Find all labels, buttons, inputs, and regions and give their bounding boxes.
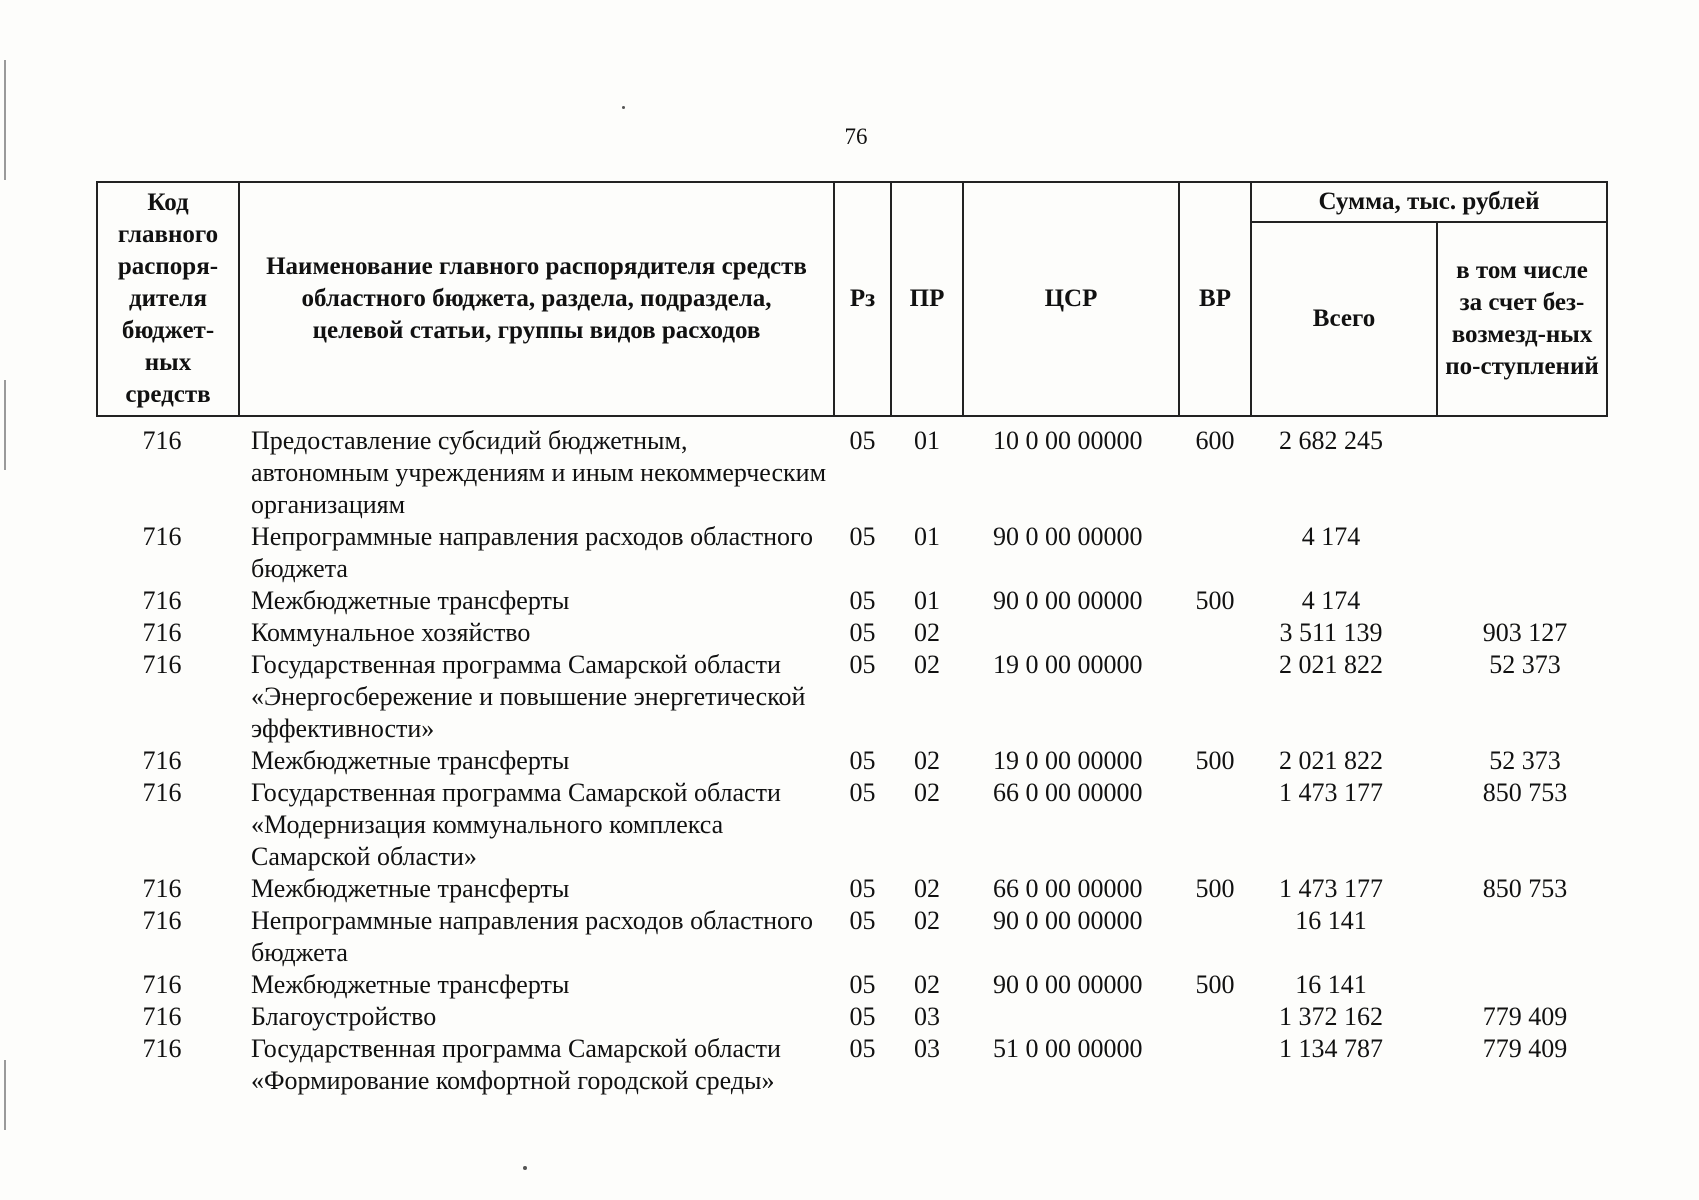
cell-free: 850 753: [1482, 874, 1568, 903]
cell-csr: 66 0 00 00000: [993, 874, 1143, 903]
cell-name: Непрограммные направления расходов областного бюджета: [251, 906, 813, 967]
cell-total: 1 372 162: [1279, 1002, 1383, 1031]
cell-pr: 01: [914, 522, 940, 551]
header-code: Код главного распоря-дителя бюджет-ных средств: [97, 182, 239, 416]
table-row: [97, 649, 1607, 745]
scan-edge-mark: [4, 380, 6, 470]
cell-pr: 02: [914, 970, 940, 999]
cell-pr: 03: [914, 1034, 940, 1063]
cell-pr: 02: [914, 746, 940, 775]
header-sum-group: Сумма, тыс. рублей: [1251, 182, 1607, 222]
cell-total: 4 174: [1301, 586, 1361, 615]
cell-name: Благоустройство: [251, 1002, 437, 1031]
cell-total: 1 473 177: [1279, 778, 1383, 807]
table-row: [97, 585, 1607, 617]
header-name: Наименование главного распорядителя средств областного бюджета, раздела, подраздела, целевой статьи, группы видов расходов: [239, 182, 834, 416]
cell-free: [1437, 521, 1607, 585]
header-rz: Рз: [834, 182, 891, 416]
cell-name: Государственная программа Самарской области «Формирование комфортной городской среды»: [251, 1034, 781, 1095]
cell-code: 716: [142, 1034, 182, 1063]
cell-pr: 02: [914, 906, 940, 935]
cell-name: Государственная программа Самарской области «Энергосбережение и повышение энергетической эффективности»: [251, 650, 806, 743]
cell-csr: [963, 617, 1179, 649]
table-row: [97, 416, 1607, 521]
cell-total: 2 682 245: [1279, 426, 1383, 455]
header-free: в том числе за счет без-возмезд-ных по-ступлений: [1437, 222, 1607, 416]
budget-table: [96, 181, 1608, 1097]
cell-vr: [1179, 649, 1251, 745]
cell-rz: 05: [849, 746, 876, 775]
cell-csr: 19 0 00 00000: [993, 650, 1143, 679]
table-row: [97, 777, 1607, 873]
table-row: [97, 617, 1607, 649]
cell-name: Межбюджетные трансферты: [251, 746, 570, 775]
cell-rz: 05: [849, 618, 876, 647]
cell-name: Государственная программа Самарской области «Модернизация коммунального комплекса Самарской области»: [251, 778, 781, 871]
cell-rz: 05: [849, 906, 876, 935]
cell-code: 716: [142, 586, 182, 615]
cell-vr: 500: [1195, 586, 1235, 615]
cell-code: 716: [142, 618, 182, 647]
scan-dot: [523, 1166, 527, 1170]
cell-rz: 05: [849, 778, 876, 807]
cell-csr: 90 0 00 00000: [993, 970, 1143, 999]
cell-rz: 05: [849, 874, 876, 903]
cell-rz: 05: [849, 970, 876, 999]
cell-free: 779 409: [1482, 1002, 1568, 1031]
cell-vr: 600: [1195, 426, 1235, 455]
cell-csr: [963, 1001, 1179, 1033]
scan-edge-mark: [4, 60, 6, 180]
cell-pr: 02: [914, 650, 940, 679]
cell-total: 3 511 139: [1279, 618, 1383, 647]
header-total: Всего: [1251, 222, 1437, 416]
cell-rz: 05: [849, 586, 876, 615]
cell-name: Предоставление субсидий бюджетным, автономным учреждениям и иным некоммерческим организациям: [251, 426, 827, 519]
cell-csr: 90 0 00 00000: [993, 522, 1143, 551]
table-row: [97, 1001, 1607, 1033]
cell-csr: 10 0 00 00000: [993, 426, 1143, 455]
cell-free: [1437, 969, 1607, 1001]
cell-name: Коммунальное хозяйство: [251, 618, 531, 647]
cell-free: [1437, 905, 1607, 969]
cell-pr: 01: [914, 586, 940, 615]
header-pr: ПР: [891, 182, 963, 416]
cell-csr: 19 0 00 00000: [993, 746, 1143, 775]
table-row: [97, 1033, 1607, 1097]
cell-code: 716: [142, 1002, 182, 1031]
cell-csr: 51 0 00 00000: [993, 1034, 1143, 1063]
table-row: [97, 969, 1607, 1001]
cell-free: 850 753: [1482, 778, 1568, 807]
table-row: [97, 745, 1607, 777]
cell-vr: [1179, 521, 1251, 585]
cell-vr: [1179, 617, 1251, 649]
cell-pr: 01: [914, 426, 940, 455]
table-body: [97, 416, 1607, 1097]
cell-pr: 03: [914, 1002, 940, 1031]
cell-total: 2 021 822: [1279, 746, 1383, 775]
cell-csr: 90 0 00 00000: [993, 906, 1143, 935]
cell-code: 716: [142, 906, 182, 935]
table-row: [97, 521, 1607, 585]
header-vr: ВР: [1179, 182, 1251, 416]
cell-pr: 02: [914, 874, 940, 903]
table-row: [97, 873, 1607, 905]
cell-csr: 90 0 00 00000: [993, 586, 1143, 615]
cell-free: 779 409: [1482, 1034, 1568, 1063]
cell-free: [1437, 585, 1607, 617]
cell-code: 716: [142, 522, 182, 551]
cell-code: 716: [142, 746, 182, 775]
cell-rz: 05: [849, 1034, 876, 1063]
cell-pr: 02: [914, 618, 940, 647]
scan-dot: [622, 106, 625, 109]
cell-vr: [1179, 905, 1251, 969]
cell-total: 16 141: [1295, 970, 1367, 999]
cell-vr: [1179, 777, 1251, 873]
cell-name: Межбюджетные трансферты: [251, 874, 570, 903]
cell-total: 1 134 787: [1279, 1034, 1383, 1063]
cell-rz: 05: [849, 650, 876, 679]
cell-name: Непрограммные направления расходов областного бюджета: [251, 522, 813, 583]
cell-vr: 500: [1195, 970, 1235, 999]
cell-total: 1 473 177: [1279, 874, 1383, 903]
cell-vr: 500: [1195, 874, 1235, 903]
cell-total: 16 141: [1295, 906, 1367, 935]
cell-rz: 05: [849, 426, 876, 455]
cell-code: 716: [142, 778, 182, 807]
cell-free: 52 373: [1489, 650, 1561, 679]
cell-vr: [1179, 1001, 1251, 1033]
cell-code: 716: [142, 650, 182, 679]
header-csr: ЦСР: [963, 182, 1179, 416]
cell-vr: [1179, 1033, 1251, 1097]
scan-edge-mark: [4, 1060, 6, 1130]
cell-rz: 05: [849, 1002, 876, 1031]
cell-total: 2 021 822: [1279, 650, 1383, 679]
cell-pr: 02: [914, 778, 940, 807]
cell-rz: 05: [849, 522, 876, 551]
cell-code: 716: [142, 426, 182, 455]
cell-csr: 66 0 00 00000: [993, 778, 1143, 807]
cell-total: 4 174: [1301, 522, 1361, 551]
cell-code: 716: [142, 970, 182, 999]
cell-name: Межбюджетные трансферты: [251, 970, 570, 999]
cell-free: 903 127: [1482, 618, 1568, 647]
table-row: [97, 905, 1607, 969]
cell-name: Межбюджетные трансферты: [251, 586, 570, 615]
cell-free: [1437, 416, 1607, 521]
cell-free: 52 373: [1489, 746, 1561, 775]
table-header: [97, 182, 1607, 416]
cell-vr: 500: [1195, 746, 1235, 775]
cell-code: 716: [142, 874, 182, 903]
page-number: 76: [844, 124, 868, 149]
